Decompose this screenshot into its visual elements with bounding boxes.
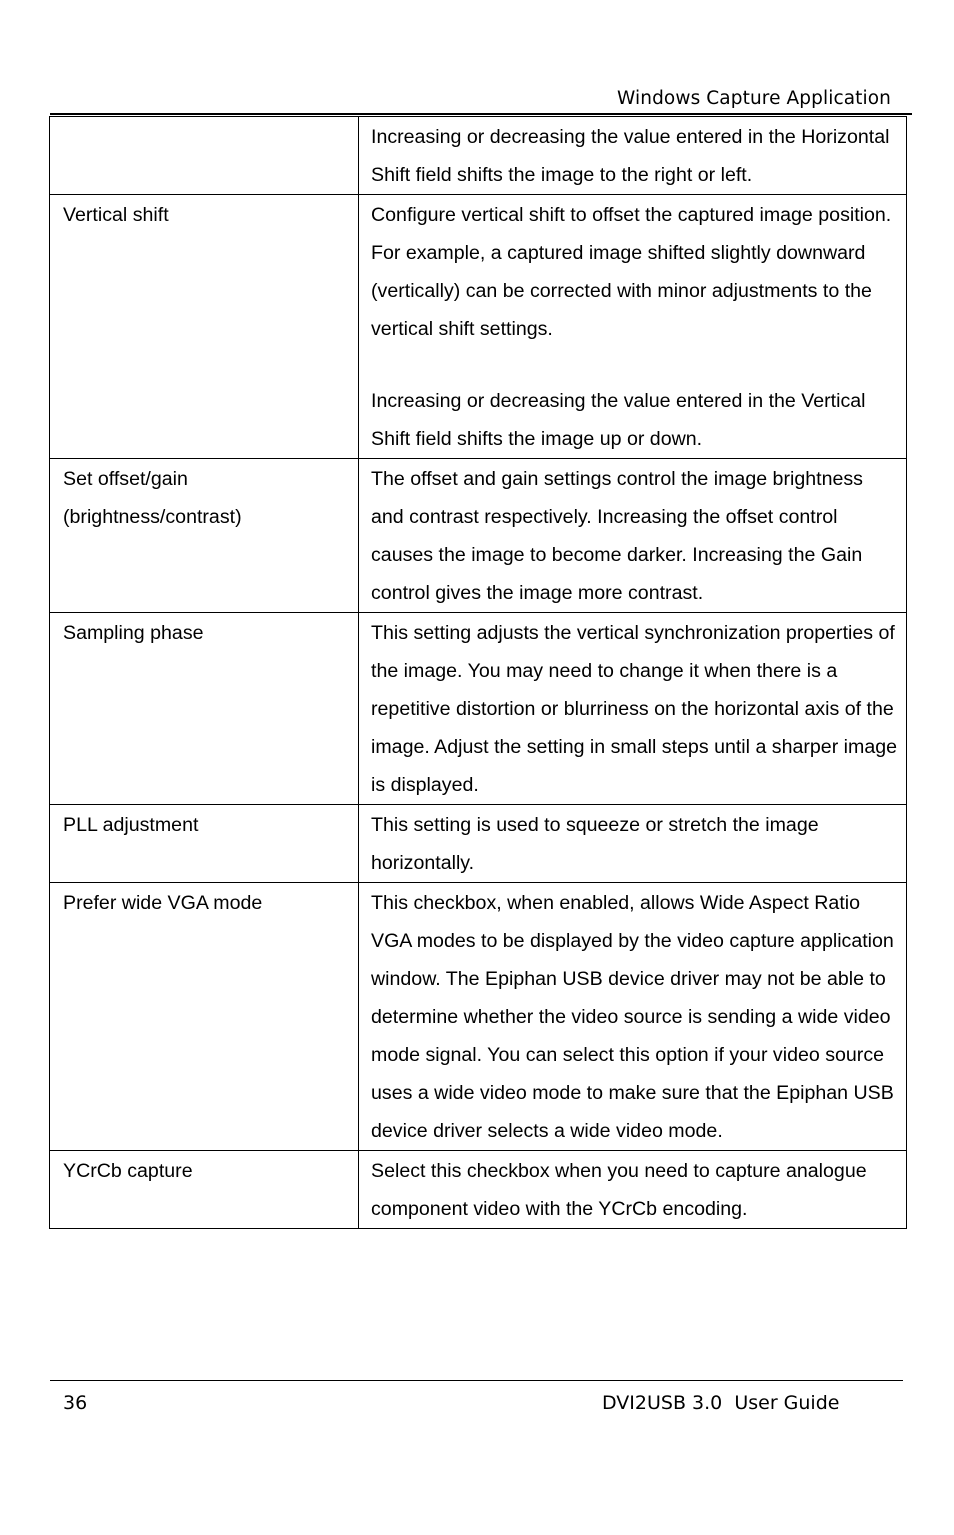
page-header-title: Windows Capture Application	[617, 88, 891, 109]
settings-table	[49, 116, 907, 1229]
description-paragraph: Increasing or decreasing the value entered in the Vertical Shift field shifts the image up or down.	[371, 390, 866, 450]
description-paragraph: The offset and gain settings control the image brightness and contrast respectively. Increasing the offset control causes the image to become darker. Increasing the Gain control gives the image more contrast.	[371, 468, 863, 604]
setting-description-cell	[359, 613, 907, 805]
footer-divider	[50, 1380, 903, 1381]
footer-document-title: DVI2USB 3.0 User Guide	[602, 1392, 840, 1414]
setting-description-cell	[359, 1151, 907, 1229]
table-row	[50, 459, 907, 613]
table-row	[50, 805, 907, 883]
setting-name-cell: Vertical shift	[50, 195, 359, 459]
description-paragraph: This setting is used to squeeze or stretch the image horizontally.	[371, 814, 819, 874]
setting-description-cell	[359, 883, 907, 1151]
table-row	[50, 613, 907, 805]
description-paragraph: Select this checkbox when you need to capture analogue component video with the YCrCb encoding.	[371, 1160, 867, 1220]
table-row	[50, 117, 907, 195]
setting-name-cell: YCrCb capture	[50, 1151, 359, 1229]
page-number: 36	[63, 1392, 88, 1414]
table-row	[50, 1151, 907, 1229]
header-divider	[50, 113, 912, 115]
setting-name-cell: Set offset/gain (brightness/contrast)	[50, 459, 359, 613]
table-row	[50, 195, 907, 459]
setting-name-cell	[50, 117, 359, 195]
setting-description-cell	[359, 195, 907, 459]
setting-description-cell	[359, 805, 907, 883]
description-paragraph: This setting adjusts the vertical synchronization properties of the image. You may need to change it when there is a repetitive distortion or blurriness on the horizontal axis of the image. Adjust the setting in small steps until a sharper image is displayed.	[371, 622, 898, 796]
description-paragraph: Increasing or decreasing the value entered in the Horizontal Shift field shifts the image to the right or left.	[371, 126, 890, 186]
setting-name-cell: Prefer wide VGA mode	[50, 883, 359, 1151]
description-paragraph: Configure vertical shift to offset the captured image position. For example, a captured image shifted slightly downward (vertically) can be corrected with minor adjustments to the vertical shift settings.	[371, 204, 892, 340]
setting-name-cell: PLL adjustment	[50, 805, 359, 883]
setting-name-cell: Sampling phase	[50, 613, 359, 805]
description-paragraph: This checkbox, when enabled, allows Wide Aspect Ratio VGA modes to be displayed by the video capture application window. The Epiphan USB device driver may not be able to determine whether the video source is sending a wide video mode signal. You can select this option if your video source uses a wide video mode to make sure that the Epiphan USB device driver selects a wide video mode.	[371, 892, 894, 1142]
table-row	[50, 883, 907, 1151]
setting-description-cell	[359, 459, 907, 613]
setting-description-cell	[359, 117, 907, 195]
